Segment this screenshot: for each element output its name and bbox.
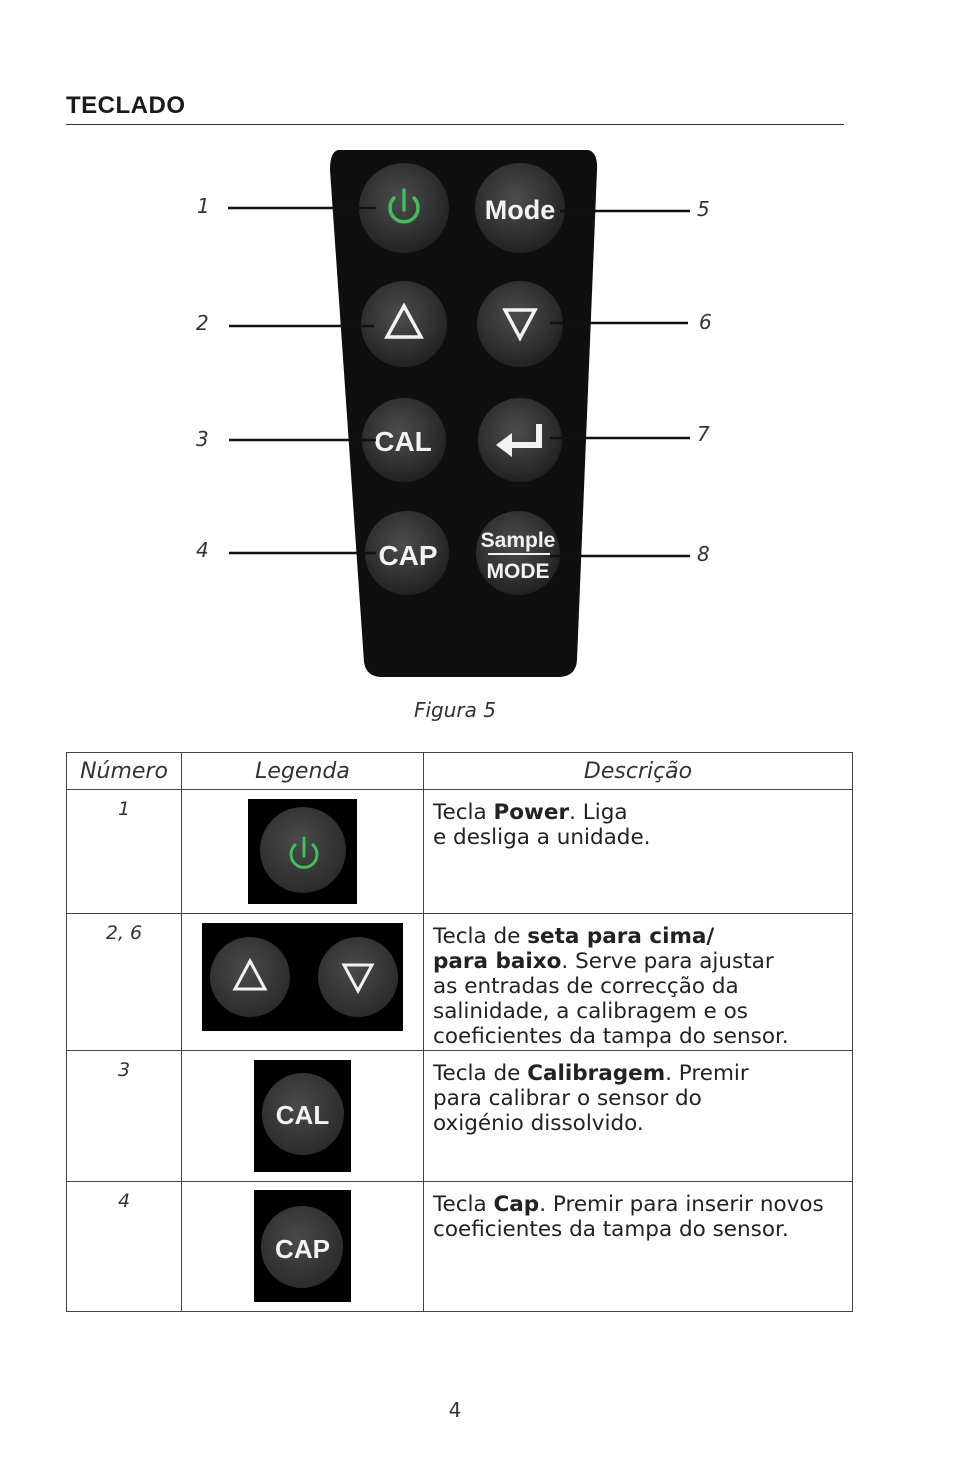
page-number: 4: [448, 1398, 462, 1422]
cal-key-label: CAL: [275, 1100, 330, 1130]
row-number: 3: [67, 1051, 182, 1182]
cal-key-thumbnail: [254, 1060, 351, 1172]
cal-key-label: CAL: [374, 426, 432, 457]
power-key-thumbnail: [248, 799, 357, 904]
callout-2: 2: [196, 311, 209, 335]
arrow-keys-thumbnail: [202, 923, 403, 1031]
table-row: [67, 914, 853, 1051]
sample-mode-key-label: MODE: [486, 560, 550, 583]
callout-8: 8: [697, 542, 710, 566]
cap-key-label: CAP: [378, 540, 438, 571]
table-row: [67, 1051, 853, 1182]
up-arrow-icon: [235, 961, 265, 989]
section-title: TECLADO: [66, 92, 186, 119]
row-legend: [182, 790, 424, 914]
callout-4: 4: [196, 538, 209, 562]
table-row: [67, 790, 853, 914]
row-description: Tecla Cap. Premir para inserir novos coeficientes da tampa do sensor.: [424, 1182, 853, 1312]
header-legend: Legenda: [182, 753, 424, 790]
callout-6: 6: [699, 310, 712, 334]
sample-key-label: Sample: [480, 529, 556, 552]
row-legend: [182, 1051, 424, 1182]
callout-5: 5: [697, 197, 710, 221]
header-number: Número: [67, 753, 182, 790]
row-number: 4: [67, 1182, 182, 1312]
cap-key-thumbnail: [254, 1190, 351, 1302]
row-description: Tecla Power. Liga e desliga a unidade.: [424, 790, 853, 914]
power-icon: [248, 799, 357, 904]
row-legend: [182, 914, 424, 1051]
row-number: 1: [67, 790, 182, 914]
up-arrow-button: [361, 281, 447, 367]
keys-table: [66, 752, 853, 1312]
row-legend: [182, 1182, 424, 1312]
figure-caption: Figura 5: [414, 698, 496, 722]
callout-7: 7: [697, 422, 710, 446]
callout-1: 1: [197, 194, 210, 218]
table-header-row: [67, 753, 853, 790]
row-description: Tecla de seta para cima/ para baixo. Serve para ajustar as entradas de correcção da salinidade, a calibragem e os coeficientes da tampa do sensor.: [424, 914, 853, 1051]
keypad-figure: [0, 140, 954, 690]
header-description: Descrição: [424, 753, 853, 790]
row-description: Tecla de Calibragem. Premir para calibrar o sensor do oxigénio dissolvido.: [424, 1051, 853, 1182]
enter-button: [478, 398, 562, 482]
mode-key-label: Mode: [484, 195, 556, 225]
row-number: 2, 6: [67, 914, 182, 1051]
title-divider: [66, 124, 844, 125]
callout-3: 3: [196, 427, 209, 451]
cap-key-label: CAP: [275, 1234, 330, 1264]
table-row: [67, 1182, 853, 1312]
down-arrow-icon: [344, 965, 372, 991]
